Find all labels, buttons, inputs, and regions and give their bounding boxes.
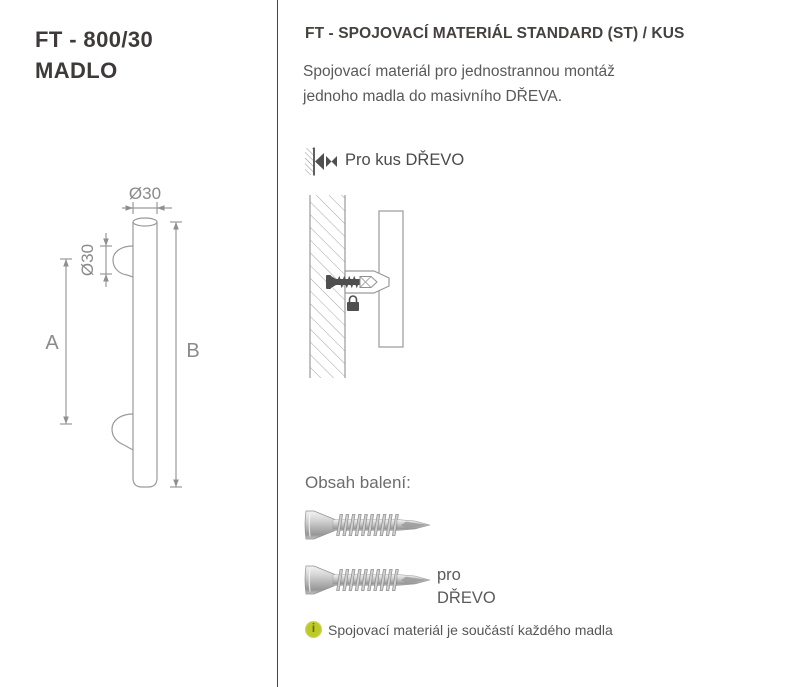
handle-post-bottom [112,414,133,450]
dim-side-arrow-bottom [103,274,109,282]
product-type: MADLO [35,58,118,83]
screw-caption-line-1: pro [437,566,461,584]
product-title [35,24,153,86]
product-description [303,60,615,109]
dim-top-arrow-left [126,205,134,211]
wall-fastener-icon [304,146,338,177]
note-text: Spojovací materiál je součástí každého madla [328,622,613,638]
screw-caption [437,564,496,610]
section-heading: FT - SPOJOVACÍ MATERIÁL STANDARD (ST) / KUS [305,25,685,42]
product-code: FT - 800/30 [35,27,154,52]
handle-bar-top [133,218,157,226]
package-heading: Obsah balení: [305,473,411,492]
dim-side-arrow-top [103,239,109,247]
screw-photo-2 [302,558,434,604]
padlock-icon [347,296,359,311]
dim-a-arrow-top [63,259,69,267]
vertical-divider [277,0,278,687]
installation-diagram [298,190,468,385]
dim-side-label: Ø30 [78,243,97,277]
handle-post-top [113,246,133,277]
handle-bar-outline [133,222,157,487]
dim-top-label: Ø30 [128,184,162,203]
dim-top-arrow-right [157,205,165,211]
pro-kus-label: Pro kus DŘEVO [345,151,465,169]
info-icon: i [305,621,322,638]
description-line-2: jednoho madla do masivního DŘEVA. [303,87,563,105]
dim-b-label: B [186,340,200,362]
screw-caption-line-2: DŘEVO [437,589,496,607]
dim-b-arrow-bottom [173,480,179,488]
handle-technical-drawing [30,165,230,505]
description-line-1: Spojovací materiál pro jednostrannou montáž [303,63,615,80]
dim-b-arrow-top [173,222,179,230]
dim-a-arrow-bottom [63,417,69,425]
screw-photo-1 [302,503,434,549]
dim-a-label: A [45,332,59,354]
